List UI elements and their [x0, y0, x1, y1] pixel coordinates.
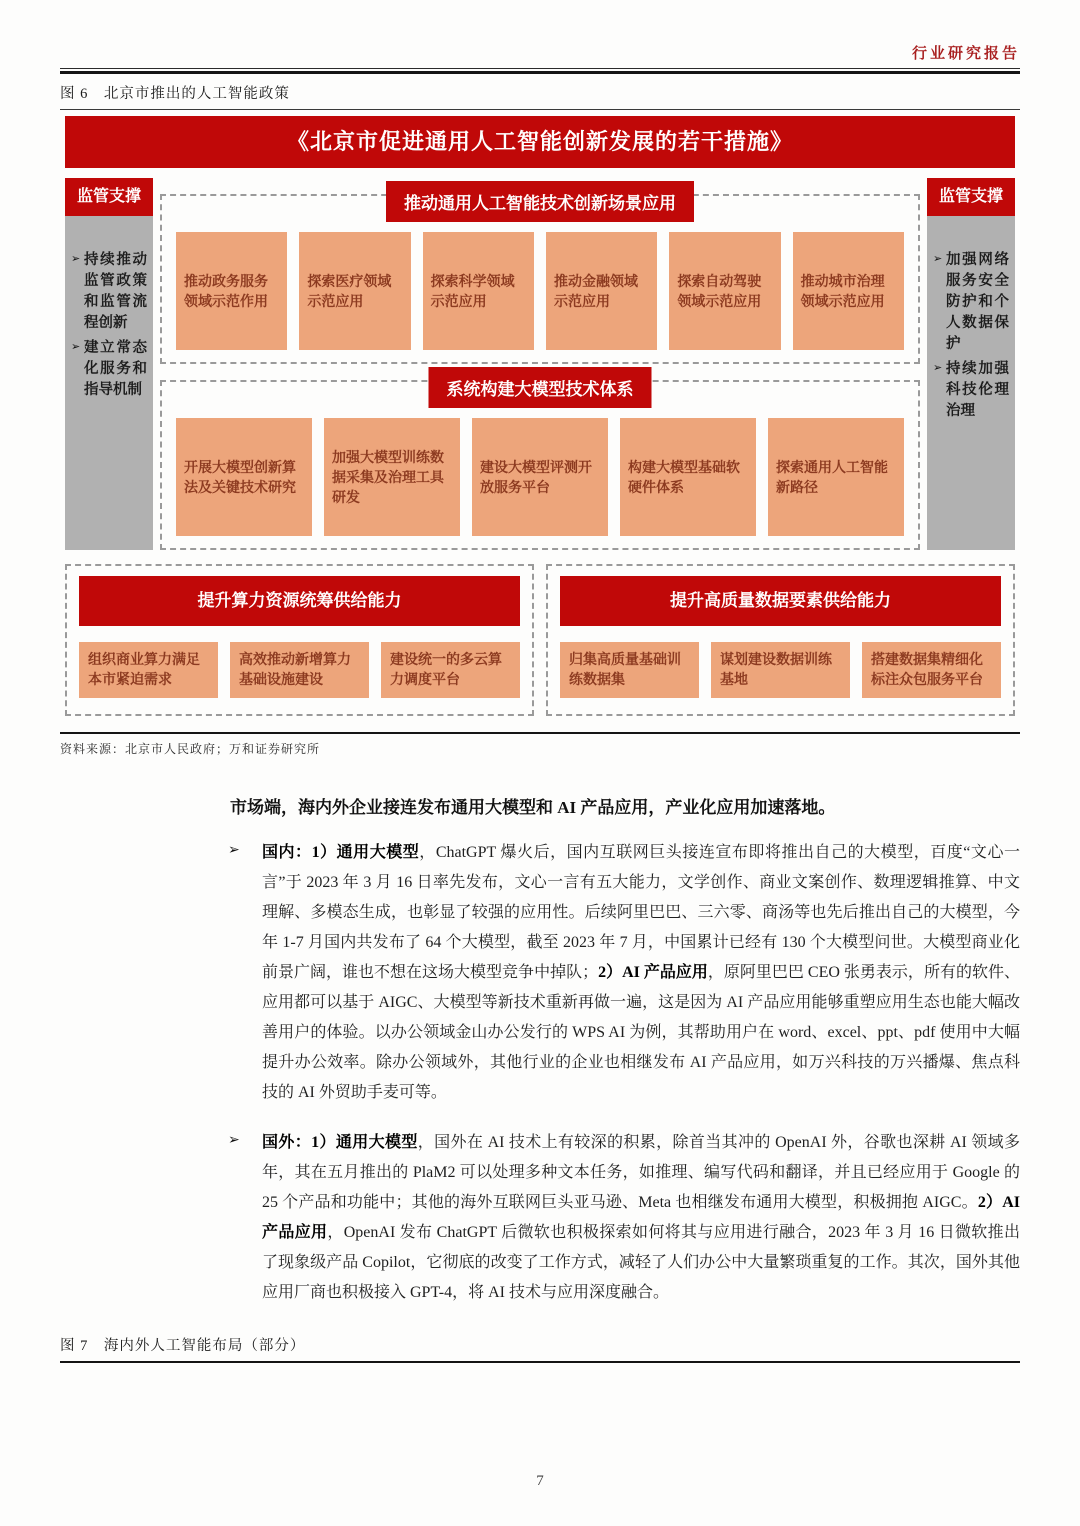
left-regulation-header: 监管支撑: [65, 178, 153, 216]
diagram-center-column: [160, 178, 920, 550]
regulation-item-label: 持续加强科技伦理治理: [946, 361, 1009, 420]
policy-item-box: [472, 418, 608, 536]
policy-item-label: 探索科学领域示范应用: [430, 272, 515, 309]
bullet-text-segment: 国内：1）通用大模型: [262, 844, 420, 861]
figure7-divider: [60, 1361, 1020, 1363]
policy-item-box: [299, 232, 410, 350]
bullet-text-segment: 2）AI 产品应用: [262, 1194, 1020, 1241]
policy-item-box: [862, 642, 1001, 698]
policy-item-box: [324, 418, 460, 536]
figure7-caption: 图 7 海内外人工智能布局（部分）: [60, 1338, 306, 1354]
policy-item-box: [768, 418, 904, 536]
regulation-item: [71, 338, 147, 401]
source-note: 资料来源：北京市人民政府；万和证券研究所: [60, 742, 321, 756]
bullet-text-segment: 国外：1）通用大模型: [262, 1134, 418, 1151]
bullet-text-segment: ，OpenAI 发布 ChatGPT 后微软也积极探索如何将其与应用进行融合，2023 年 3 月 16 日微软推出了现象级产品 Copilot，它彻底的改变了工作方式，减轻了人们办公中大量繁琐重复的工作。其次，国外其他应用厂商也积极接入 GPT-4，将 AI 技术与应用深度融合。: [262, 1224, 1020, 1301]
regulation-item: [933, 359, 1009, 422]
arrow-bullet-icon: ➢: [933, 362, 943, 375]
regulation-item: [71, 250, 147, 334]
policy-item-label: 构建大模型基础软硬件体系: [628, 458, 740, 495]
figure-bottom-divider: [60, 732, 1020, 734]
policy-item-label: 探索医疗领域示范应用: [307, 272, 392, 309]
right-regulation-body: [927, 216, 1015, 550]
regulation-item-label: 持续推动监管政策和监管流程创新: [84, 252, 147, 332]
policy-item-label: 谋划建设数据训练基地: [720, 651, 832, 687]
policy-item-box: [669, 232, 780, 350]
policy-item-box: [230, 642, 369, 698]
policy-item-label: 推动金融领域示范应用: [553, 272, 638, 309]
figure6-caption: 图 6 北京市推出的人工智能政策: [60, 86, 290, 102]
bullet-overseas-text: [262, 1128, 1020, 1308]
policy-item-box: [711, 642, 850, 698]
model-system-section: [160, 380, 920, 550]
arrow-bullet-icon: ➢: [933, 253, 943, 265]
computing-power-section: [65, 564, 534, 716]
arrow-bullet-icon: ➢: [71, 341, 81, 354]
regulation-item: [933, 250, 1009, 355]
policy-item-label: 高效推动新增算力基础设施建设: [239, 651, 351, 687]
policy-item-box: [560, 642, 699, 698]
header-divider: [60, 68, 1020, 74]
policy-item-label: 开展大模型创新算法及关键技术研究: [184, 458, 296, 495]
arrow-bullet-icon: ➢: [71, 253, 81, 265]
data-quality-section: [546, 564, 1015, 716]
bullet-text-segment: ，国外在 AI 技术上有较深的积累，除首当其冲的 OpenAI 外，谷歌也深耕 AI 领域多年，其在五月推出的 PlaM2 可以处理多种文本任务，如推理、编写代码和翻译，并且已经应用于 Google 的 25 个产品和功能中；其他的海外互联网巨头亚马逊、Meta 也相继发布通用大模型，积极拥抱 AIGC。: [262, 1134, 1020, 1211]
bullet-text-segment: 2）AI 产品应用: [598, 964, 708, 981]
policy-item-box: [546, 232, 657, 350]
report-type-label: 行业研究报告: [911, 46, 1020, 62]
policy-item-label: 归集高质量基础训练数据集: [569, 651, 681, 687]
data-quality-header: 提升高质量数据要素供给能力: [560, 576, 1001, 626]
policy-item-box: [793, 232, 904, 350]
scene-application-header: 推动通用人工智能技术创新场景应用: [386, 181, 694, 222]
policy-item-box: [176, 418, 312, 536]
policy-item-box: [423, 232, 534, 350]
policy-item-label: 推动政务服务领域示范作用: [184, 272, 268, 309]
regulation-item-label: 加强网络服务安全防护和个人数据保护: [946, 252, 1009, 353]
page-number: 7: [536, 1473, 544, 1489]
arrow-bullet-icon: ➢: [228, 1133, 240, 1148]
caption-divider: [60, 109, 1020, 110]
bullet-text-segment: ，原阿里巴巴 CEO 张勇表示，所有的软件、应用都可以基于 AIGC、大模型等新技术重新再做一遍，这是因为 AI 产品应用能够重塑应用生态也能大幅改善用户的体验。以办公领域金山办公发行的 WPS AI 为例，其帮助用户在 word、excel、ppt、pdf 使用中大幅提升办公效率。除办公领域外，其他行业的企业也相继发布 AI 产品应用，如万兴科技的万兴播爆、焦点科技的 AI 外贸助手麦可等。: [262, 964, 1020, 1101]
scene-application-section: [160, 194, 920, 364]
policy-item-label: 搭建数据集精细化标注众包服务平台: [871, 651, 983, 687]
bullet-text-segment: ，ChatGPT 爆火后，国内互联网巨头接连宣布即将推出自己的大模型，百度“文心一言”于 2023 年 3 月 16 日率先发布，文心一言有五大能力，文学创作、商业文案创作、数理逻辑推算、中文理解、多模态生成，也彰显了较强的应用性。后续阿里巴巴、三六零、商汤等也先后推出自己的大模型，今年 1-7 月国内共发布了 64 个大模型，截至 2023 年 7 月，中国累计已经有 130 个大模型问世。大模型商业化前景广阔，谁也不想在这场大模型竞争中掉队；: [262, 844, 1020, 981]
policy-item-label: 加强大模型训练数据采集及治理工具研发: [332, 448, 444, 506]
intro-paragraph: 市场端，海内外企业接连发布通用大模型和 AI 产品应用，产业化应用加速落地。: [230, 798, 836, 817]
left-regulation-body: [65, 216, 153, 550]
bullet-overseas: [228, 1128, 1020, 1308]
policy-item-box: [79, 642, 218, 698]
policy-title-banner: 《北京市促进通用人工智能创新发展的若干措施》: [65, 116, 1015, 168]
policy-item-label: 组织商业算力满足本市紧迫需求: [88, 651, 200, 687]
bullet-domestic: [228, 838, 1020, 1108]
policy-item-box: [381, 642, 520, 698]
policy-item-label: 探索自动驾驶领域示范应用: [677, 272, 762, 309]
model-system-header: 系统构建大模型技术体系: [429, 367, 652, 408]
computing-power-header: 提升算力资源统筹供给能力: [79, 576, 520, 626]
policy-item-label: 建设统一的多云算力调度平台: [390, 651, 502, 687]
policy-diagram: [65, 116, 1015, 716]
policy-item-label: 建设大模型评测开放服务平台: [480, 458, 592, 495]
left-regulation-column: [65, 178, 153, 550]
policy-item-label: 探索通用人工智能新路径: [776, 458, 888, 495]
arrow-bullet-icon: ➢: [228, 843, 240, 858]
right-regulation-column: [927, 178, 1015, 550]
policy-item-box: [620, 418, 756, 536]
policy-item-label: 推动城市治理领域示范应用: [800, 272, 885, 309]
policy-item-box: [176, 232, 287, 350]
bullet-domestic-text: [262, 838, 1020, 1108]
right-regulation-header: 监管支撑: [927, 178, 1015, 216]
regulation-item-label: 建立常态化服务和指导机制: [84, 340, 147, 399]
